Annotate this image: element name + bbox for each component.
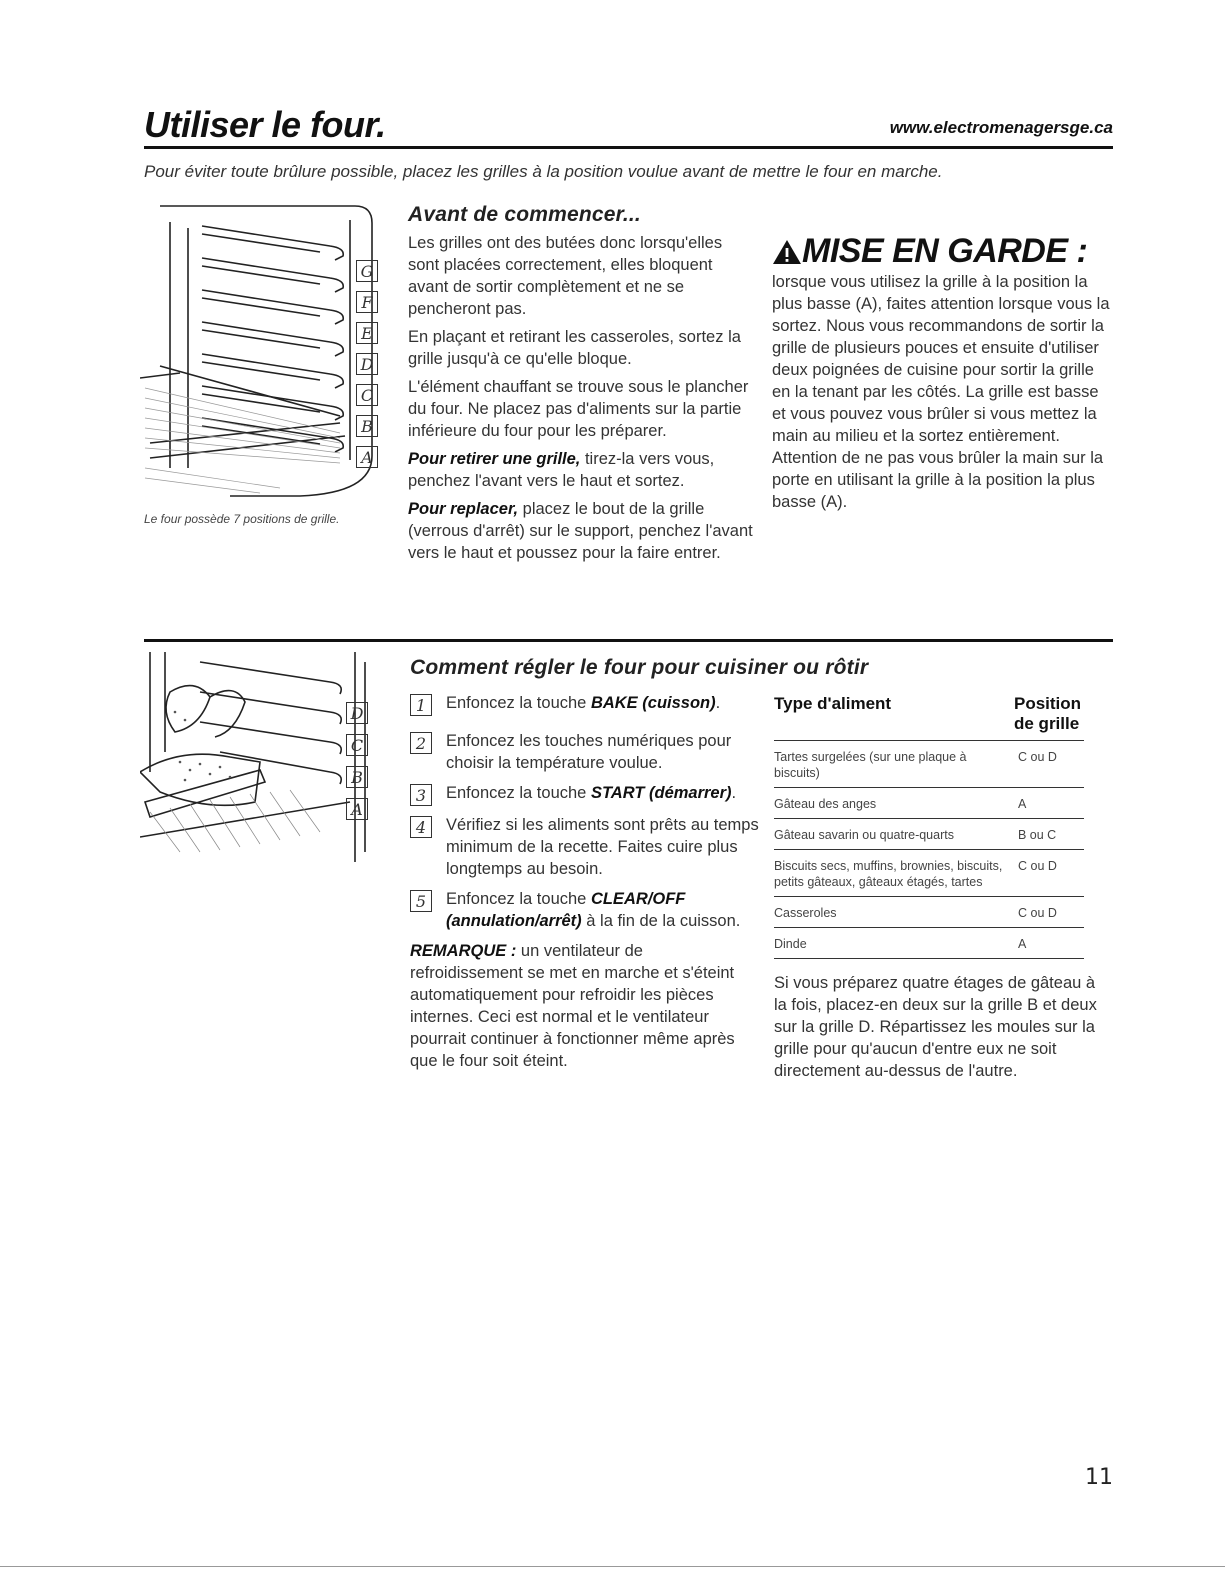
- turkey-roasting-illustration: [140, 652, 372, 862]
- cook-steps: [410, 692, 760, 1078]
- rack-position-labels: [356, 260, 378, 477]
- position-cell: C ou D: [1014, 741, 1084, 788]
- step-text-pre: Enfoncez la touche: [446, 890, 591, 908]
- food-cell: Gâteau des anges: [774, 788, 1014, 819]
- figure-caption: Le four possède 7 positions de grille.: [144, 512, 340, 526]
- table-row: [774, 819, 1084, 850]
- rack-label-c: C: [356, 384, 378, 406]
- step-2: [410, 730, 760, 774]
- before-p2: En plaçant et retirant les casseroles, sortez la grille jusqu'à ce qu'elle bloque.: [408, 328, 741, 368]
- rack-label-a: A: [356, 446, 378, 468]
- step-text: [446, 782, 736, 806]
- step-text-pre: Enfoncez les touches numériques pour choisir la température voulue.: [446, 732, 732, 772]
- step-text: [446, 692, 720, 716]
- cake-layers-note-box: [774, 972, 1109, 1088]
- warning-title: MISE EN GARDE :: [802, 232, 1088, 270]
- remove-rack-text: tirez-la vers vous, penchez l'avant vers le haut et sortez.: [408, 450, 715, 490]
- page-number: 11: [1085, 1465, 1113, 1490]
- intro-text: Pour éviter toute brûlure possible, placez les grilles à la position voulue avant de mettre le four en marche.: [144, 162, 943, 181]
- before-p5: [408, 498, 753, 564]
- note-text: un ventilateur de refroidissement se met en marche et s'éteint automatiquement pour refroidir les pièces internes. Ceci est normal et le ventilateur pourrait continuer à fonctionner même après que le four soit éteint.: [410, 942, 735, 1070]
- step-text: [446, 888, 760, 932]
- rack-label-a: A: [346, 798, 368, 820]
- before-p4: [408, 448, 753, 492]
- food-cell: Dinde: [774, 928, 1014, 959]
- table-row: [774, 928, 1084, 959]
- before-section: [408, 232, 753, 570]
- cake-layers-note: Si vous préparez quatre étages de gâteau à la fois, placez-en deux sur la grille B et deux sur la grille D. Répartissez les moules sur la grille pour qu'aucun d'entre eux ne soit directement au-dessus de l'autre.: [774, 974, 1097, 1080]
- cook-note: [410, 940, 760, 1072]
- key-name: CLEAR/OFF (annulation/arrêt): [446, 890, 686, 930]
- warning-title-row: [772, 232, 1112, 271]
- position-cell: C ou D: [1014, 850, 1084, 897]
- step-5: [410, 888, 760, 932]
- step-text-post: .: [715, 694, 721, 712]
- section-divider: [144, 639, 1113, 642]
- cook-heading: Comment régler le four pour cuisiner ou rôtir: [410, 656, 869, 679]
- bottom-edge-line: [0, 1566, 1225, 1567]
- position-cell: A: [1014, 788, 1084, 819]
- note-label: REMARQUE :: [410, 942, 517, 960]
- step-4: [410, 814, 760, 880]
- rack-label-f: F: [356, 291, 378, 313]
- rack-label-g: G: [356, 260, 378, 282]
- key-name: START (démarrer): [590, 784, 732, 802]
- step-number: 4: [410, 816, 432, 838]
- step-text: [446, 814, 760, 880]
- replace-rack-text: placez le bout de la grille (verrous d'arrêt) sur le support, penchez l'avant vers le haut et poussez pour la faire entrer.: [408, 500, 753, 562]
- table-header: [774, 694, 1084, 741]
- warning-triangle-icon: [772, 238, 802, 266]
- rack-label-b: B: [356, 415, 378, 437]
- position-cell: C ou D: [1014, 897, 1084, 928]
- step-text-post: à la fin de la cuisson.: [581, 912, 741, 930]
- food-cell: Gâteau savarin ou quatre-quarts: [774, 819, 1014, 850]
- rack-label-d: D: [356, 353, 378, 375]
- remove-rack-label: Pour retirer une grille,: [408, 450, 581, 468]
- step-3: [410, 782, 760, 806]
- rack-label-b: B: [346, 766, 368, 788]
- key-name: BAKE (cuisson): [590, 694, 716, 712]
- replace-rack-label: Pour replacer,: [408, 500, 519, 518]
- before-p3: L'élément chauffant se trouve sous le plancher du four. Ne placez pas d'aliments sur la partie inférieure du four pour les préparer.: [408, 378, 749, 440]
- food-cell: Biscuits secs, muffins, brownies, biscuits, petits gâteaux, gâteaux étagés, tartes: [774, 850, 1014, 897]
- warning-box: [772, 232, 1112, 519]
- page-title: Utiliser le four.: [144, 104, 386, 145]
- food-rack-table: [774, 694, 1084, 959]
- step-text: [446, 730, 760, 774]
- rack-position-table: [774, 694, 1084, 959]
- step-number: 1: [410, 694, 432, 716]
- step-text-post: .: [731, 784, 737, 802]
- column-food-type: Type d'aliment: [774, 694, 892, 713]
- rack-position-labels-2: [346, 702, 368, 830]
- step-1: [410, 692, 760, 716]
- rack-label-d: D: [346, 702, 368, 724]
- column-rack-position: Position de grille: [1014, 694, 1082, 733]
- header-rule: [144, 146, 1113, 149]
- step-number: 5: [410, 890, 432, 912]
- rack-label-c: C: [346, 734, 368, 756]
- step-number: 3: [410, 784, 432, 806]
- step-text-pre: Enfoncez la touche: [446, 694, 591, 712]
- food-cell: Casseroles: [774, 897, 1014, 928]
- rack-label-e: E: [356, 322, 378, 344]
- before-heading: Avant de commencer...: [408, 203, 641, 226]
- step-number: 2: [410, 732, 432, 754]
- position-cell: B ou C: [1014, 819, 1084, 850]
- table-row: [774, 850, 1084, 897]
- step-text-pre: Enfoncez la touche: [446, 784, 591, 802]
- oven-racks-illustration: [140, 198, 390, 508]
- website-url[interactable]: www.electromenagersge.ca: [889, 118, 1113, 137]
- food-cell: Tartes surgelées (sur une plaque à biscuits): [774, 741, 1014, 788]
- table-row: [774, 788, 1084, 819]
- table-row: [774, 741, 1084, 788]
- position-cell: A: [1014, 928, 1084, 959]
- before-p1: Les grilles ont des butées donc lorsqu'elles sont placées correctement, elles bloquent avant de sortir complètement et ne se pencheront pas.: [408, 234, 723, 318]
- step-text-pre: Vérifiez si les aliments sont prêts au temps minimum de la recette. Faites cuire plus longtemps au besoin.: [446, 816, 759, 878]
- table-row: [774, 897, 1084, 928]
- warning-text: lorsque vous utilisez la grille à la position la plus basse (A), faites attention lorsque vous la sortez. Nous vous recommandons de sortir la grille de plusieurs pouces et ensuite d'utiliser deux poignées de cuisine pour sortir la grille en la tenant par les côtés. La grille est basse et vous pouvez vous brûler si vous mettez la main au milieu et la sortez entièrement. Attention de ne pas vous brûler la main sur la porte en utilisant la grille à la position la plus basse (A).: [772, 273, 1110, 511]
